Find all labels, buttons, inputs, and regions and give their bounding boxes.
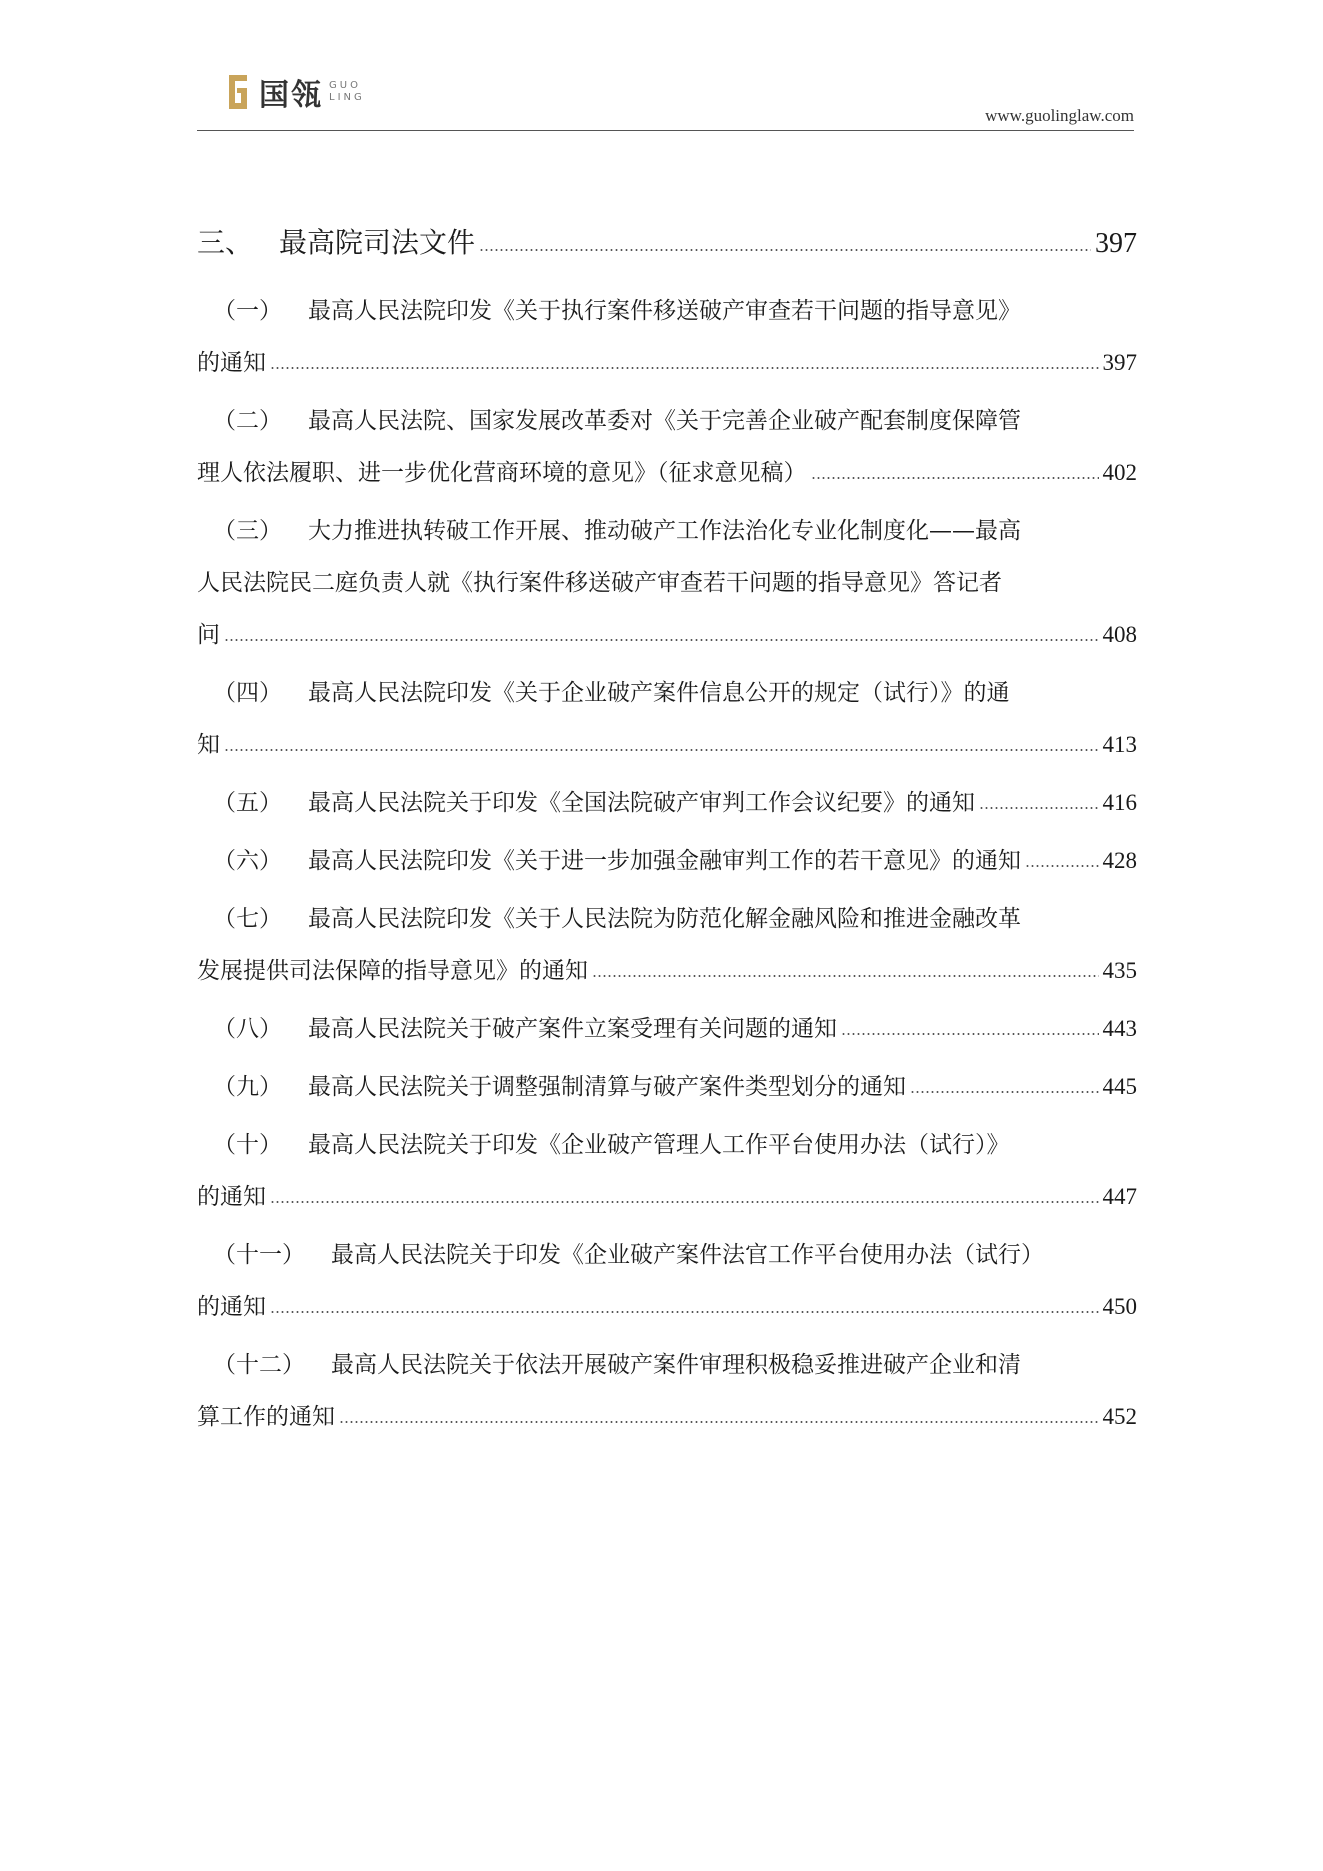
entry-title-line: （十） 最高人民法院关于印发《企业破产管理人工作平台使用办法（试行）》	[197, 1126, 1137, 1164]
table-of-contents	[197, 220, 1137, 1456]
toc-entry[interactable]	[197, 784, 1137, 822]
entry-title-line: 人民法院民二庭负责人就《执行案件移送破产审查若干问题的指导意见》答记者	[197, 570, 1002, 596]
toc-entry-line	[197, 344, 1137, 382]
entry-page-number: 428	[1102, 848, 1137, 873]
entry-number: （四）	[213, 680, 282, 706]
entry-number: （十）	[213, 1132, 282, 1158]
section-page-number: 397	[1095, 228, 1137, 259]
entry-title: （六） 最高人民法院印发《关于进一步加强金融审判工作的若干意见》的通知	[213, 842, 1021, 880]
dot-leader	[270, 346, 1099, 370]
entry-number: （二）	[213, 408, 282, 434]
entry-page-number: 443	[1102, 1016, 1137, 1041]
toc-entry-line	[197, 454, 1137, 492]
entry-number: （五）	[213, 790, 282, 816]
entry-page-number: 447	[1102, 1184, 1137, 1209]
toc-entry[interactable]	[197, 1346, 1137, 1436]
entry-title: 发展提供司法保障的指导意见》的通知	[197, 958, 588, 984]
entry-number: （一）	[213, 298, 282, 324]
entry-title-line: （二） 最高人民法院、国家发展改革委对《关于完善企业破产配套制度保障管	[197, 402, 1137, 440]
dot-leader	[224, 728, 1099, 752]
toc-entry-line	[197, 842, 1137, 880]
entry-title: 问	[197, 622, 220, 648]
toc-entry[interactable]	[197, 900, 1137, 990]
logo-chinese-name: 国瓴	[259, 78, 323, 113]
entry-title: 的通知	[197, 1294, 266, 1320]
entry-title: （九） 最高人民法院关于调整强制清算与破产案件类型划分的通知	[213, 1068, 906, 1106]
toc-entry-line	[197, 784, 1137, 822]
entry-title: （五） 最高人民法院关于印发《全国法院破产审判工作会议纪要》的通知	[213, 784, 975, 822]
entry-page-number: 413	[1102, 732, 1137, 757]
toc-entries	[197, 292, 1137, 1436]
toc-entry[interactable]	[197, 292, 1137, 382]
entry-number: （六）	[213, 848, 282, 874]
entry-title-line: （一） 最高人民法院印发《关于执行案件移送破产审查若干问题的指导意见》	[197, 292, 1137, 330]
entry-page-number: 416	[1102, 790, 1137, 815]
page-header	[197, 64, 1134, 131]
entry-number: （七）	[213, 906, 282, 932]
toc-section-heading	[197, 220, 1137, 264]
toc-entry-line	[197, 1010, 1137, 1048]
entry-number: （十二）	[213, 1352, 305, 1378]
dot-leader	[811, 456, 1099, 480]
toc-entry[interactable]	[197, 1236, 1137, 1326]
entry-title: 的通知	[197, 1184, 266, 1210]
entry-title-line: （四） 最高人民法院印发《关于企业破产案件信息公开的规定（试行）》的通	[197, 674, 1137, 712]
toc-entry[interactable]	[197, 1126, 1137, 1216]
entry-title-line: （十一） 最高人民法院关于印发《企业破产案件法官工作平台使用办法（试行）	[197, 1236, 1137, 1274]
entry-page-number: 435	[1102, 958, 1137, 983]
toc-entry-line	[197, 1068, 1137, 1106]
dot-leader	[592, 954, 1099, 978]
toc-entry-line	[197, 1288, 1137, 1326]
dot-leader	[979, 786, 1099, 810]
toc-entry-line	[197, 1178, 1137, 1216]
entry-title: 的通知	[197, 350, 266, 376]
entry-page-number: 445	[1102, 1074, 1137, 1099]
entry-title: 知	[197, 732, 220, 758]
logo-english-name: GUO LING	[329, 80, 365, 103]
toc-entry[interactable]	[197, 1068, 1137, 1106]
entry-title: 理人依法履职、进一步优化营商环境的意见》（征求意见稿）	[197, 460, 807, 486]
toc-entry-line	[197, 616, 1137, 654]
toc-entry-line	[197, 952, 1137, 990]
entry-number: （九）	[213, 1074, 282, 1100]
entry-number: （三）	[213, 518, 282, 544]
guoling-logo-icon	[225, 73, 251, 111]
entry-page-number: 408	[1102, 622, 1137, 647]
toc-entry-line	[197, 726, 1137, 764]
section-title: 三、 最高院司法文件	[197, 226, 476, 259]
dot-leader	[479, 220, 1091, 252]
dot-leader	[339, 1400, 1099, 1424]
entry-page-number: 450	[1102, 1294, 1137, 1319]
toc-entry-line	[197, 1398, 1137, 1436]
dot-leader	[270, 1180, 1099, 1204]
dot-leader	[1025, 844, 1099, 868]
dot-leader	[910, 1070, 1099, 1094]
toc-entry[interactable]	[197, 674, 1137, 764]
dot-leader	[224, 618, 1099, 642]
entry-number: （十一）	[213, 1242, 305, 1268]
dot-leader	[841, 1012, 1099, 1036]
entry-title: 算工作的通知	[197, 1404, 335, 1430]
guoling-logo	[225, 70, 369, 114]
toc-entry[interactable]	[197, 402, 1137, 492]
entry-title-line: （七） 最高人民法院印发《关于人民法院为防范化解金融风险和推进金融改革	[197, 900, 1137, 938]
toc-entry[interactable]	[197, 1010, 1137, 1048]
toc-entry[interactable]	[197, 842, 1137, 880]
dot-leader	[270, 1290, 1099, 1314]
toc-entry[interactable]	[197, 512, 1137, 654]
website-url: www.guolinglaw.com	[985, 106, 1134, 125]
entry-page-number: 452	[1102, 1404, 1137, 1429]
entry-title: （八） 最高人民法院关于破产案件立案受理有关问题的通知	[213, 1010, 837, 1048]
entry-title-line: （三） 大力推进执转破工作开展、推动破产工作法治化专业化制度化——最高	[197, 512, 1137, 550]
entry-page-number: 402	[1102, 460, 1137, 485]
entry-page-number: 397	[1102, 350, 1137, 375]
entry-number: （八）	[213, 1016, 282, 1042]
entry-title-line: （十二） 最高人民法院关于依法开展破产案件审理积极稳妥推进破产企业和清	[197, 1346, 1137, 1384]
